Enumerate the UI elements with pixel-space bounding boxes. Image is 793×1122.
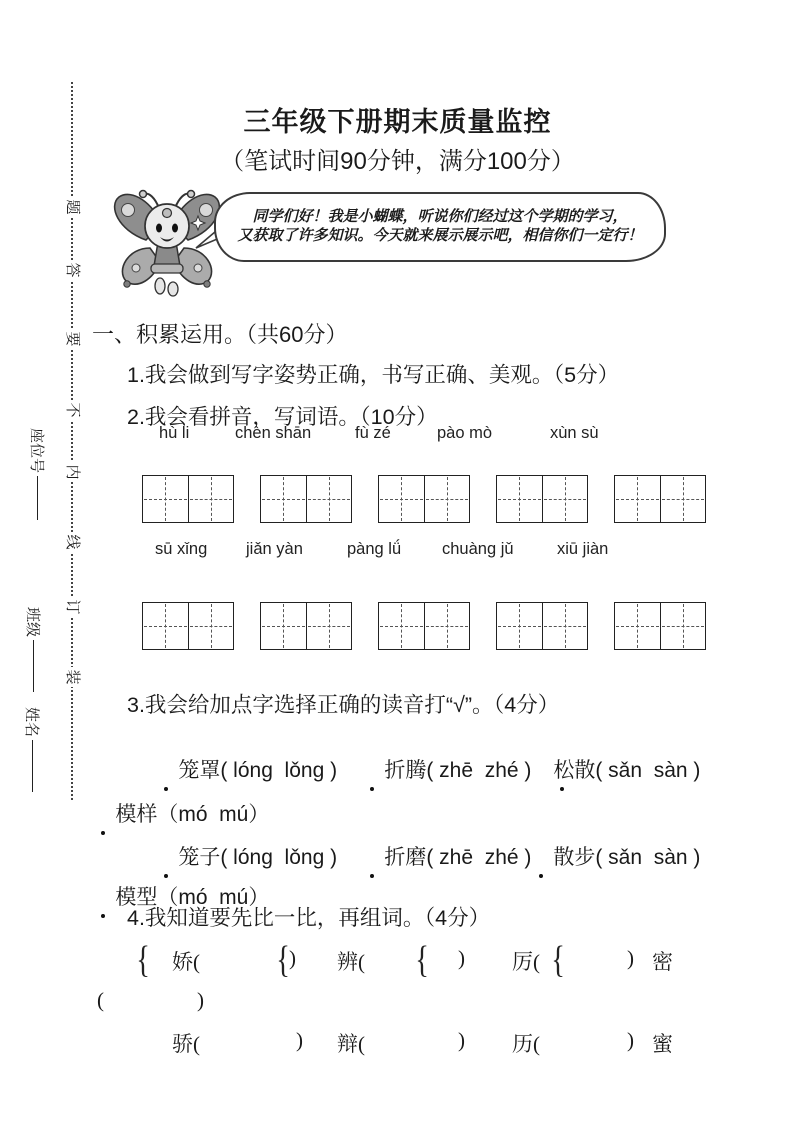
word-option <box>530 730 700 784</box>
pair-brace: { <box>136 939 150 981</box>
writing-grid-group <box>614 475 706 523</box>
compare-char: 厉( <box>512 950 540 974</box>
writing-grid-row-2 <box>142 602 706 650</box>
compare-char: 辨( <box>337 950 365 974</box>
name-blank <box>33 740 34 792</box>
compare-char: 历( <box>512 1032 540 1056</box>
writing-grid-group <box>378 602 470 650</box>
compare-char: 辩( <box>337 1032 365 1056</box>
word-option <box>361 730 531 784</box>
seat-number-field <box>28 428 48 528</box>
paren-close: ) <box>197 988 204 1012</box>
writing-grid-group <box>614 602 706 650</box>
binding-char: 答 <box>62 260 82 280</box>
writing-grid-group <box>496 602 588 650</box>
name-field <box>23 707 43 797</box>
compare-char: 密 <box>652 950 673 974</box>
pair-brace: { <box>276 939 290 981</box>
binding-char: 装 <box>62 667 82 687</box>
writing-grid-group <box>142 602 234 650</box>
writing-grid-group <box>260 602 352 650</box>
binding-char: 订 <box>62 597 82 617</box>
paren-close: ) <box>296 1028 303 1052</box>
compare-char: 骄( <box>172 1032 200 1056</box>
paren-close: ) <box>458 946 465 970</box>
pinyin-word: sū xǐng <box>155 540 208 558</box>
binding-char: 内 <box>62 462 82 482</box>
page-subtitle: （笔试时间90分钟，满分100分） <box>220 148 575 175</box>
word-option-text: 模型（mó mú） <box>115 886 270 909</box>
pinyin-word: hù li <box>159 424 190 442</box>
writing-grid-group <box>378 475 470 523</box>
paren-close: ) <box>458 1028 465 1052</box>
class-field <box>24 607 44 697</box>
speech-line-1: 同学们好！我是小蝴蝶，听说你们经过这个学期的学习， <box>252 209 628 225</box>
seat-number-label: 座位号 <box>28 428 46 474</box>
name-label: 姓名 <box>23 707 41 738</box>
binding-char: 要 <box>62 329 82 349</box>
section-1-heading: 一、积累运用。（共60分） <box>92 322 348 347</box>
writing-grid-group <box>260 475 352 523</box>
paren-close: ) <box>627 946 634 970</box>
word-option-text: 笼罩( lóng lǒng ) <box>178 759 338 782</box>
word-option <box>361 817 531 871</box>
word-option-text: 模样（mó mú） <box>115 803 270 826</box>
class-blank <box>34 640 35 692</box>
writing-grid-group <box>142 475 234 523</box>
seat-number-blank <box>38 476 39 520</box>
pinyin-word: pào mò <box>437 424 493 442</box>
question-1-heading: 1.我会做到写字姿势正确，书写正确、美观。（5分） <box>127 363 620 387</box>
binding-char: 线 <box>62 532 82 552</box>
paren-close: ) <box>627 1028 634 1052</box>
pinyin-word: chèn shān <box>235 424 312 442</box>
pinyin-word: jiǎn yàn <box>246 540 303 558</box>
word-option-text: 散步( sǎn sàn ) <box>553 846 701 869</box>
speech-bubble <box>214 192 666 262</box>
pinyin-word: xùn sù <box>550 424 599 442</box>
pinyin-word: fù zé <box>355 424 391 442</box>
word-option-text: 笼子( lóng lǒng ) <box>178 846 338 869</box>
word-option-text: 折腾( zhē zhé ) <box>384 759 532 782</box>
compare-char: 蜜 <box>652 1032 673 1056</box>
pinyin-word: xiū jiàn <box>557 540 609 558</box>
word-option-text: 折磨( zhē zhé ) <box>384 846 532 869</box>
binding-char: 不 <box>62 400 82 420</box>
word-option <box>530 817 700 871</box>
class-label: 班级 <box>24 607 42 638</box>
writing-grid-group <box>496 475 588 523</box>
pair-brace: { <box>415 939 429 981</box>
page-title: 三年级下册期末质量监控 <box>243 107 552 137</box>
question-4-heading: 4.我知道要先比一比，再组词。（4分） <box>127 906 491 930</box>
question-3-heading: 3.我会给加点字选择正确的读音打“√”。（4分） <box>127 693 560 717</box>
question-2-heading: 2.我会看拼音，写词语。（10分） <box>127 405 438 429</box>
pinyin-word: pàng lǘ <box>347 540 402 558</box>
compare-char: 娇( <box>172 950 200 974</box>
speech-line-2: 又获取了许多知识。今天就来展示展示吧，相信你们一定行！ <box>237 228 643 244</box>
pair-brace: { <box>551 939 565 981</box>
paren-open: ( <box>97 988 104 1012</box>
binding-char: 题 <box>62 197 82 217</box>
binding-dotted-line <box>71 82 73 800</box>
paren-close: ) <box>289 946 296 970</box>
writing-grid-row-1 <box>142 475 706 523</box>
pinyin-word: chuàng jǔ <box>442 540 514 558</box>
word-option-text: 松散( sǎn sàn ) <box>553 759 701 782</box>
